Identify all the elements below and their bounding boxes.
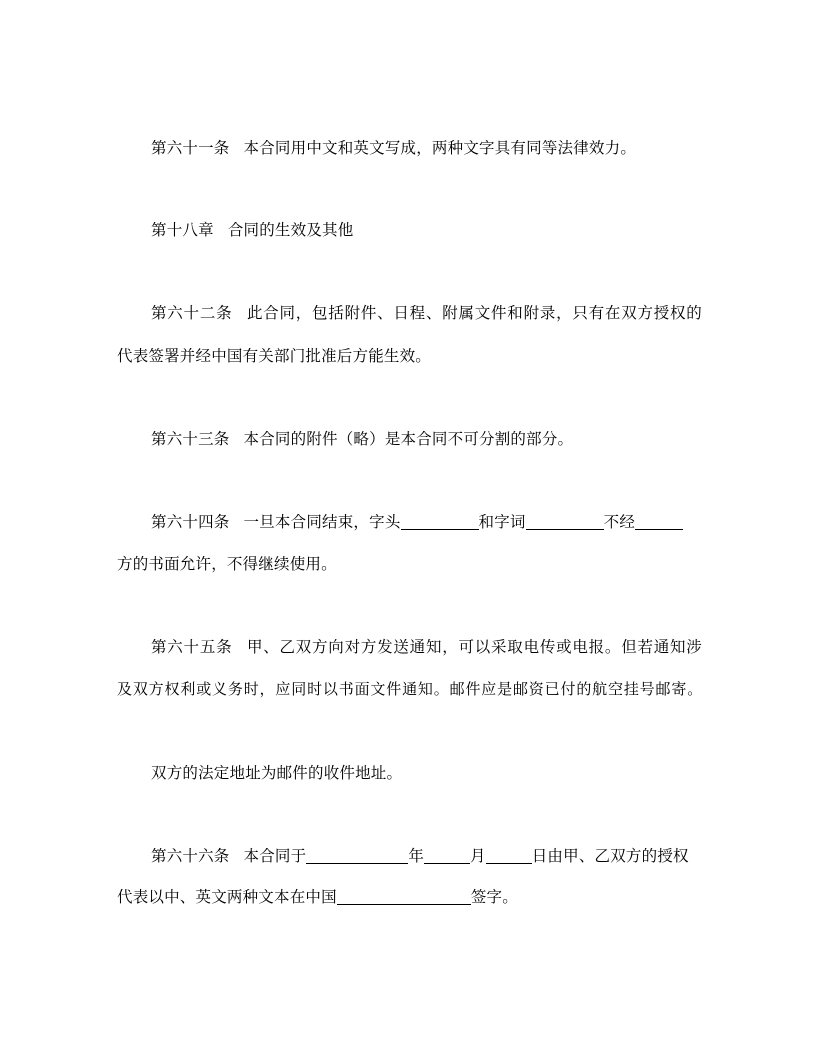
article-62-line-1 [151,302,702,324]
blank-field-letterhead[interactable] [401,513,479,530]
article-64-number: 第六十四条 [151,513,230,531]
chapter-18-heading [151,219,702,241]
blank-field-party[interactable] [635,513,683,530]
article-66-month-label: 月 [470,847,486,865]
article-66-text-3: 代表以中、英文两种文本在中国 [117,888,337,906]
article-61 [151,137,702,159]
article-63-text: 本合同的附件（略）是本合同不可分割的部分。 [243,430,574,448]
article-62-text-1: 此合同，包括附件、日程、附属文件和附录，只有在双方授权的 [246,304,702,322]
blank-field-month[interactable] [424,847,470,864]
article-61-text: 本合同用中文和英文写成，两种文字具有同等法律效力。 [243,139,637,157]
article-63 [151,428,702,450]
article-66-number: 第六十六条 [151,847,230,865]
blank-field-year[interactable] [306,847,408,864]
article-64-text-1: 一旦本合同结束，字头 [243,513,401,531]
article-65-number: 第六十五条 [151,638,233,656]
article-62-line-2 [117,345,702,367]
blank-field-signing-place[interactable] [337,888,471,905]
blank-field-day[interactable] [486,847,532,864]
article-66-year-label: 年 [408,847,425,865]
article-64-text-4: 方的书面允许，不得继续使用。 [117,555,337,573]
article-64-line-1 [151,511,702,533]
article-65-text-1: 甲、乙双方向对方发送通知，可以采取电传或电报。但若通知涉 [246,638,702,656]
article-66-text-2: 日由甲、乙双方的授权 [531,847,689,865]
article-64-line-2 [117,553,702,575]
article-62-text-2: 代表签署并经中国有关部门批准后方能生效。 [117,347,432,365]
article-66-text-4: 签字。 [470,888,518,906]
chapter-18-title: 合同的生效及其他 [227,221,354,239]
article-66-line-2 [117,886,702,908]
chapter-18-number: 第十八章 [151,221,214,239]
article-66-text-1: 本合同于 [243,847,307,865]
article-65-line-2 [117,678,702,700]
article-62-number: 第六十二条 [151,304,233,322]
article-65-line-3 [151,762,702,784]
article-65-text-2: 及双方权利或义务时，应同时以书面文件通知。邮件应是邮资已付的航空挂号邮寄。 [117,680,702,698]
article-64-text-2: 和字词 [478,513,526,531]
article-65-line-1 [151,636,702,658]
blank-field-wording[interactable] [526,513,604,530]
article-64-text-3: 不经 [603,513,636,531]
article-63-number: 第六十三条 [151,430,230,448]
article-61-number: 第六十一条 [151,139,230,157]
article-65-text-3: 双方的法定地址为邮件的收件地址。 [151,764,403,782]
article-66-line-1 [151,845,702,867]
